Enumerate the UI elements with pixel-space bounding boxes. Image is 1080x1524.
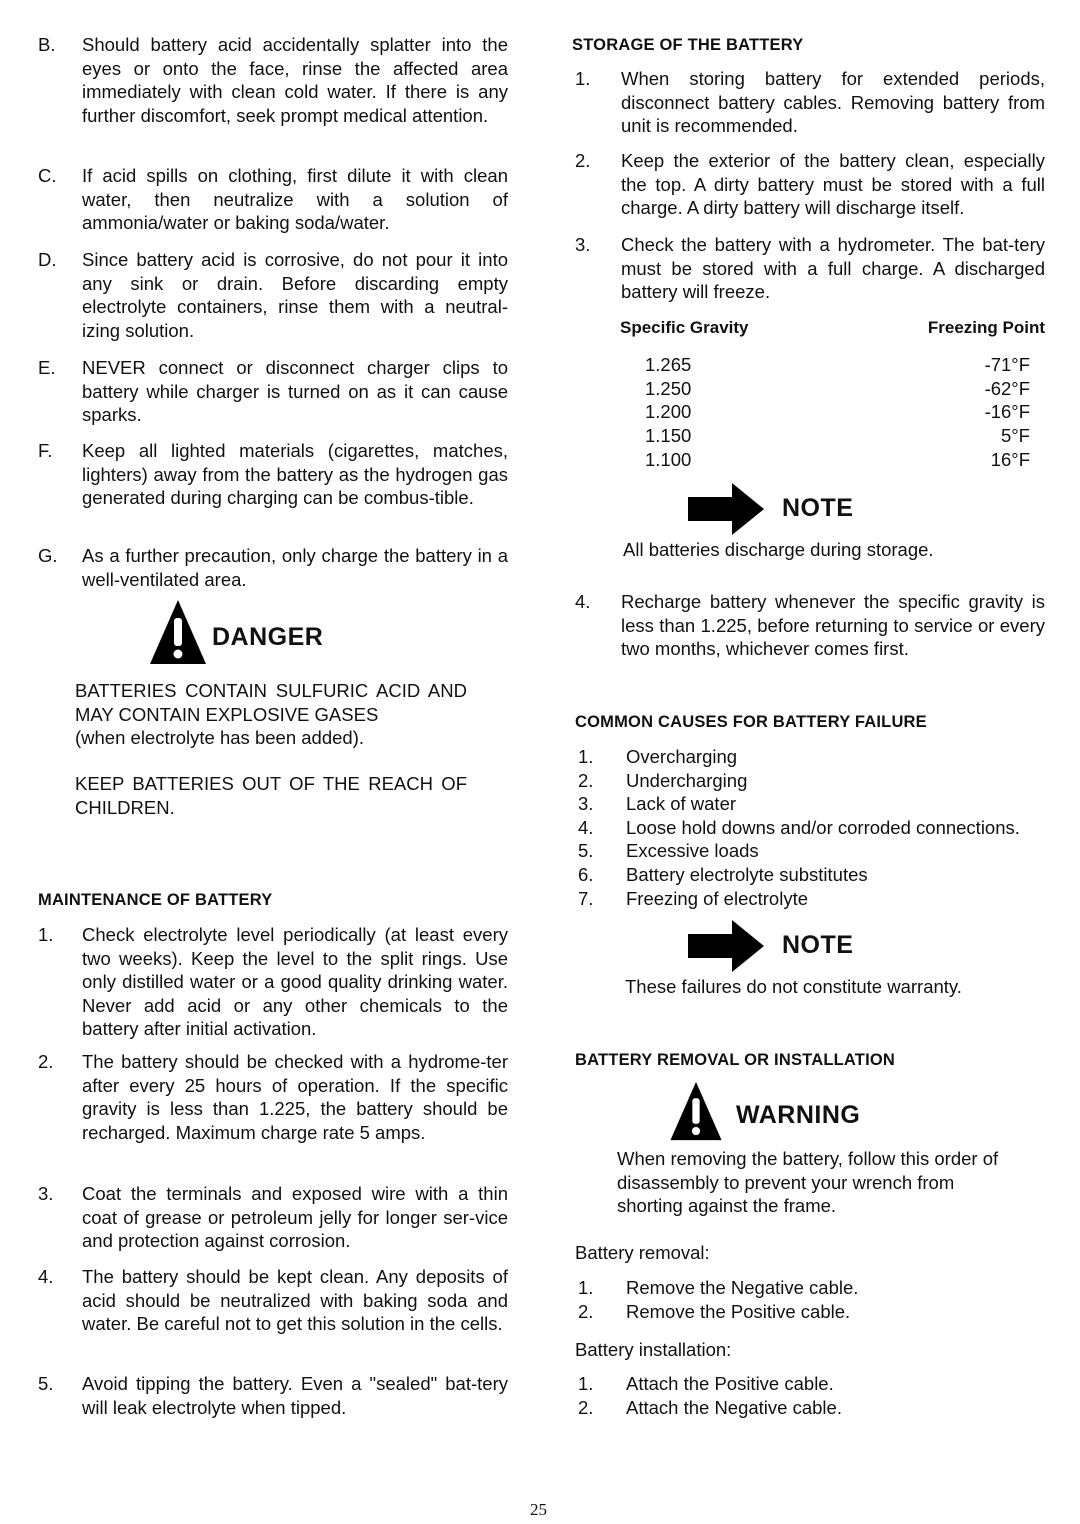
- causes-heading: COMMON CAUSES FOR BATTERY FAILURE: [575, 713, 927, 731]
- removal-label: Battery removal:: [575, 1242, 710, 1263]
- note-label: NOTE: [782, 931, 854, 960]
- maintenance-item: 1. Check electrolyte level periodically (at least every two weeks). Keep the level to the split rings. Use only distilled water or a good quality drinking water. Never add acid or any other chemicals to the battery after initial activation.: [38, 924, 508, 1040]
- danger-signal: [148, 598, 323, 666]
- arrow-right-icon: [688, 920, 764, 972]
- warning-signal: [668, 1080, 860, 1142]
- maintenance-heading: MAINTENANCE OF BATTERY: [38, 891, 273, 909]
- storage-item: 4. Recharge battery whenever the specific gravity is less than 1.225, before returning to service or every two months, whichever comes first.: [575, 591, 1045, 660]
- note-text: These failures do not constitute warranty.: [625, 976, 962, 997]
- table-row: 1.100 16°F: [645, 449, 1030, 470]
- maintenance-item: 4. The battery should be kept clean. Any deposits of acid should be neutralized with baking soda and water. Be careful not to get this solution in the cells.: [38, 1266, 508, 1335]
- safety-item-d: D. Since battery acid is corrosive, do not pour it into any sink or drain. Before discarding empty electrolyte containers, rinse them with a neutral-izing solution.: [38, 249, 508, 341]
- list-item: 2. Remove the Positive cable.: [578, 1300, 851, 1322]
- safety-item-f: F. Keep all lighted materials (cigarettes, matches, lighters) away from the battery as the hydrogen gas generated during charging can be combus-tible.: [38, 440, 508, 509]
- warning-triangle-icon: [148, 598, 208, 666]
- arrow-right-icon: [688, 483, 764, 535]
- warning-text: When removing the battery, follow this order of disassembly to prevent your wrench from shorting against the frame.: [617, 1148, 999, 1217]
- list-item: 2. Undercharging: [578, 769, 748, 791]
- list-item: 4. Loose hold downs and/or corroded connections.: [578, 816, 1020, 838]
- danger-children-text: KEEP BATTERIES OUT OF THE REACH OF CHILDREN.: [75, 773, 467, 818]
- danger-text: BATTERIES CONTAIN SULFURIC ACID AND MAY CONTAIN EXPLOSIVE GASES (when electrolyte has been added).: [75, 680, 467, 749]
- safety-item-c: C. If acid spills on clothing, first dilute it with clean water, then neutralize with a solution of ammonia/water or baking soda/water.: [38, 165, 508, 234]
- table-row: 1.150 5°F: [645, 425, 1030, 446]
- list-item: 1. Attach the Positive cable.: [578, 1373, 834, 1394]
- storage-item: 2. Keep the exterior of the battery clean, especially the top. A dirty battery must be stored with a full charge. A dirty battery will discharge itself.: [575, 150, 1045, 219]
- install-label: Battery installation:: [575, 1339, 732, 1360]
- note-label: NOTE: [782, 494, 854, 523]
- list-item: 3. Lack of water: [578, 793, 737, 815]
- removal-heading: BATTERY REMOVAL OR INSTALLATION: [575, 1051, 895, 1069]
- safety-item-e: E. NEVER connect or disconnect charger clips to battery while charger is turned on as it can cause sparks.: [38, 357, 508, 426]
- warning-label: WARNING: [736, 1101, 861, 1130]
- maintenance-item: 3. Coat the terminals and exposed wire with a thin coat of grease or petroleum jelly for longer ser-vice and protection against corrosion.: [38, 1183, 508, 1252]
- storage-item: 3. Check the battery with a hydrometer. The bat-tery must be stored with a full charge. A discharged battery will freeze.: [575, 234, 1045, 303]
- list-item: 2. Attach the Negative cable.: [578, 1396, 842, 1418]
- install-steps: [578, 1372, 842, 1419]
- gravity-table-header: Specific Gravity Freezing Point: [620, 318, 1045, 337]
- safety-item-b: B. Should battery acid accidentally splatter into the eyes or onto the face, rinse the affected area immediately with clean cold water. If there is any further discomfort, seek prompt medical attention.: [38, 34, 508, 126]
- table-row: 1.200 -16°F: [645, 401, 1030, 422]
- page-number: 25: [530, 1500, 547, 1519]
- list-item: 6. Battery electrolyte substitutes: [578, 863, 868, 885]
- table-row: 1.250 -62°F: [645, 378, 1030, 399]
- list-item: 5. Excessive loads: [578, 840, 759, 862]
- storage-item: 1. When storing battery for extended periods, disconnect battery cables. Removing battery from unit is recommended.: [575, 68, 1045, 137]
- warning-triangle-icon: [668, 1080, 724, 1142]
- removal-steps: [578, 1276, 858, 1323]
- storage-heading: STORAGE OF THE BATTERY: [572, 36, 804, 54]
- list-item: 7. Freezing of electrolyte: [578, 887, 809, 909]
- table-row: 1.265 -71°F: [645, 354, 1030, 375]
- list-item: 1. Overcharging: [578, 746, 738, 767]
- danger-label: DANGER: [212, 623, 324, 652]
- maintenance-item: 2. The battery should be checked with a hydrome-ter after every 25 hours of operation. If the specific gravity is less than 1.225, the battery should be recharged. Maximum charge rate 5 amps.: [38, 1051, 508, 1143]
- safety-item-g: G. As a further precaution, only charge the battery in a well-ventilated area.: [38, 545, 508, 590]
- list-item: 1. Remove the Negative cable.: [578, 1277, 859, 1298]
- note-text: All batteries discharge during storage.: [623, 539, 934, 560]
- note-signal: [688, 920, 853, 972]
- maintenance-item: 5. Avoid tipping the battery. Even a "sealed" bat-tery will leak electrolyte when tipped.: [38, 1373, 508, 1418]
- note-signal: [688, 483, 853, 535]
- causes-list: [578, 745, 1020, 910]
